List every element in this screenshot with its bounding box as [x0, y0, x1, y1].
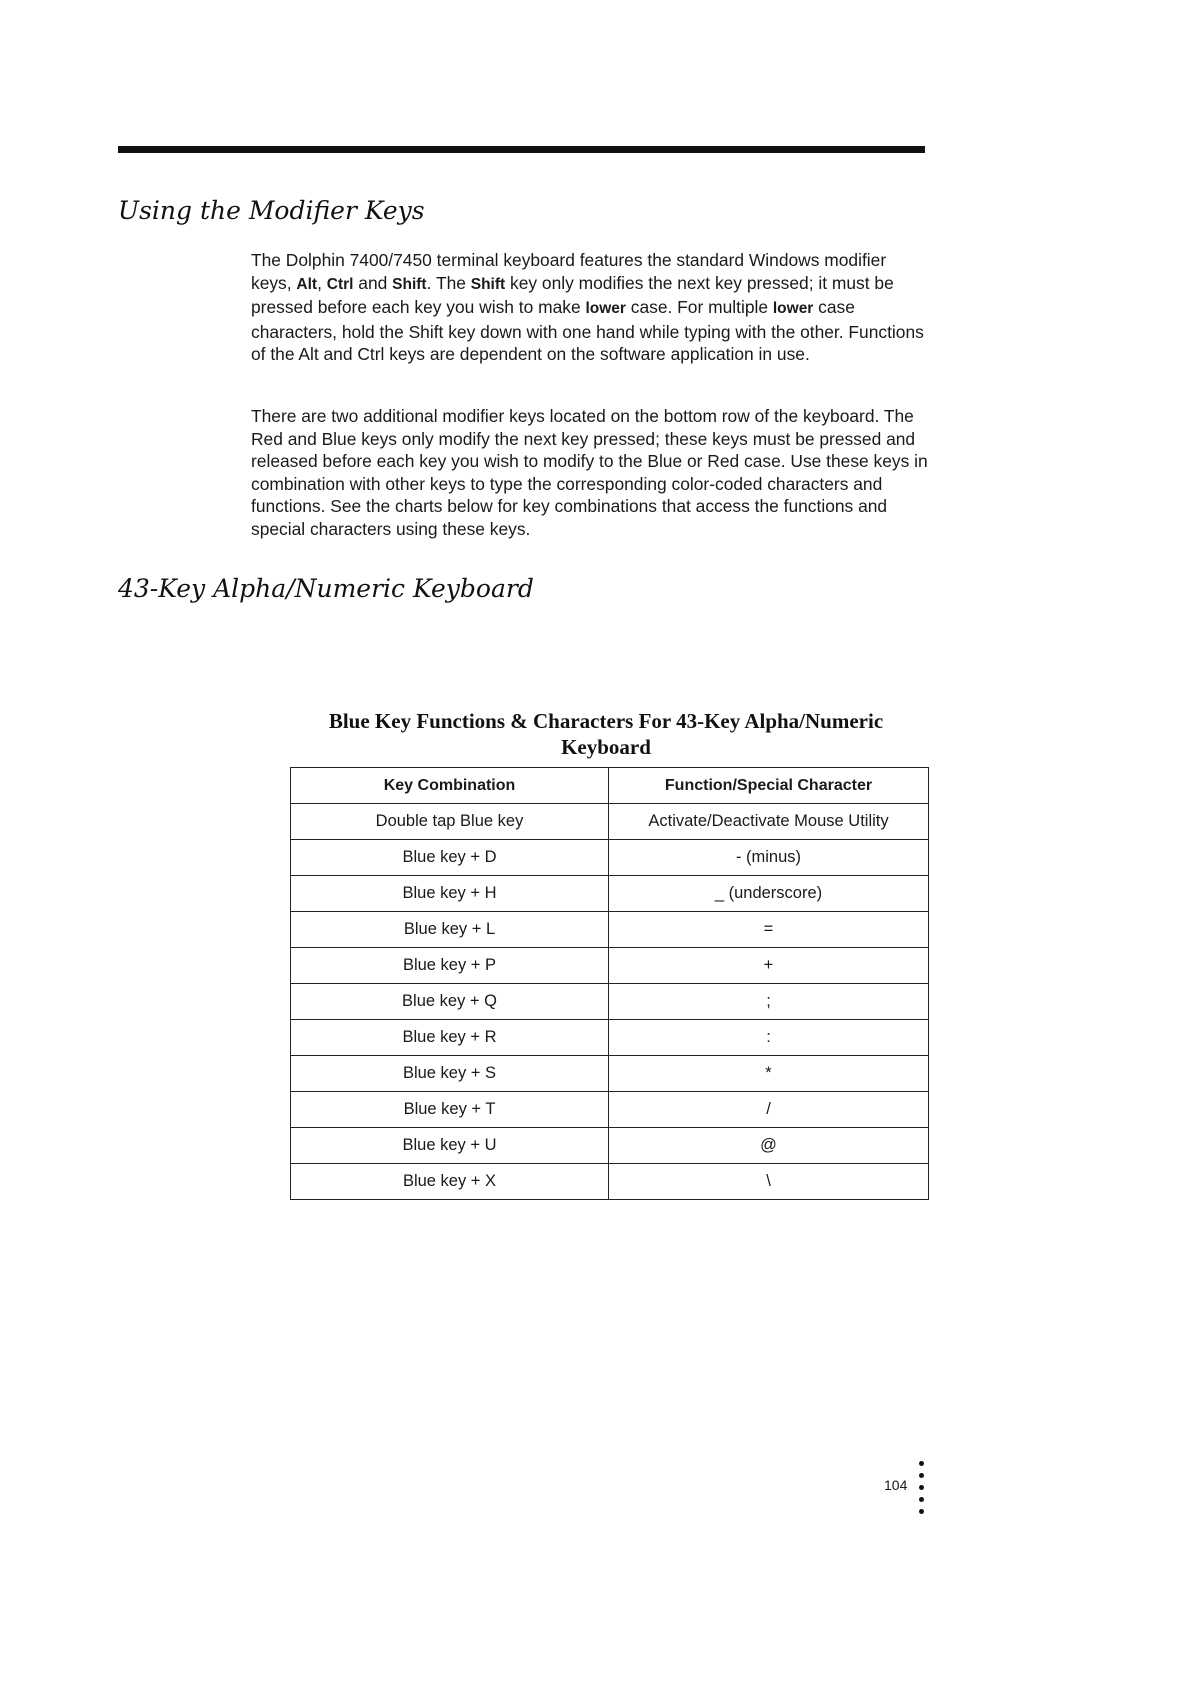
dot [919, 1509, 924, 1514]
key-combination-cell: Blue key + Q [291, 984, 609, 1020]
key-combination-cell: Blue key + S [291, 1056, 609, 1092]
table-row [291, 984, 929, 1020]
text-segment: key only modifies the next key pressed; it must be pressed before each key you wish to make [251, 272, 894, 318]
text-segment: , [317, 272, 327, 293]
key-combination-cell: Blue key + U [291, 1128, 609, 1164]
page-edge-dot-column [919, 1461, 925, 1521]
top-rule [118, 146, 925, 153]
dot [919, 1485, 924, 1490]
page-number: 104 [884, 1477, 908, 1493]
red-blue-keys-paragraph: There are two additional modifier keys located on the bottom row of the keyboard. The Red and Blue keys only modify the next key pressed; these keys must be pressed and released before each key you wish to modify to the Blue or Red case. Use these keys in combination with other keys to type the corresponding color-coded characters and functions. See the charts below for key combinations that access the functions and special characters using these keys. [251, 406, 928, 539]
table-row [291, 804, 929, 840]
dot [919, 1461, 924, 1466]
table-row [291, 1092, 929, 1128]
table-row [291, 1020, 929, 1056]
lower-case-label: lower [772, 300, 814, 318]
table-row [291, 1056, 929, 1092]
dot [919, 1497, 924, 1502]
section-heading-43-key-keyboard: 43-Key Alpha/Numeric Keyboard [118, 574, 534, 603]
key-combination-cell: Blue key + X [291, 1164, 609, 1200]
key-combination-cell: Double tap Blue key [291, 804, 609, 840]
function-cell: _ (underscore) [609, 876, 929, 912]
table-title: Blue Key Functions & Characters For 43-Key Alpha/Numeric Keyboard [328, 709, 884, 759]
table-row [291, 1164, 929, 1200]
function-cell: : [609, 1020, 929, 1056]
function-cell: Activate/Deactivate Mouse Utility [609, 804, 929, 840]
function-cell: + [609, 948, 929, 984]
table-row [291, 840, 929, 876]
text-segment: . The [426, 272, 471, 293]
key-combination-cell: Blue key + R [291, 1020, 609, 1056]
blue-key-functions-table [290, 767, 929, 1200]
text-segment: case characters, hold the Shift key down with one hand while typing with the other. Functions of the Alt and Ctrl keys are dependent on the software application in use. [251, 297, 924, 365]
function-cell: - (minus) [609, 840, 929, 876]
function-cell: * [609, 1056, 929, 1092]
function-cell: = [609, 912, 929, 948]
function-cell: @ [609, 1128, 929, 1164]
column-header-key-combination: Key Combination [291, 768, 609, 804]
table-header-row [291, 768, 929, 804]
table-row [291, 912, 929, 948]
table-row [291, 1128, 929, 1164]
alt-key-label: Alt [296, 275, 318, 293]
table-row [291, 876, 929, 912]
table-row [291, 948, 929, 984]
lower-case-label: lower [585, 300, 626, 318]
modifier-keys-paragraph [251, 249, 931, 366]
text-segment: The Dolphin 7400/7450 terminal keyboard features the standard Windows modifier keys, [251, 250, 887, 293]
function-cell: / [609, 1092, 929, 1128]
dot [919, 1473, 924, 1478]
function-cell: ; [609, 984, 929, 1020]
shift-key-label: Shift [470, 275, 506, 293]
key-combination-cell: Blue key + H [291, 876, 609, 912]
function-cell: \ [609, 1164, 929, 1200]
ctrl-key-label: Ctrl [326, 275, 354, 293]
text-segment: case. For multiple [625, 297, 773, 318]
key-combination-cell: Blue key + L [291, 912, 609, 948]
key-combination-cell: Blue key + P [291, 948, 609, 984]
text-segment: and [353, 272, 393, 293]
key-combination-cell: Blue key + T [291, 1092, 609, 1128]
section-heading-modifier-keys: Using the Modifier Keys [118, 196, 425, 225]
key-combination-cell: Blue key + D [291, 840, 609, 876]
column-header-function: Function/Special Character [609, 768, 929, 804]
shift-key-label: Shift [392, 275, 427, 293]
